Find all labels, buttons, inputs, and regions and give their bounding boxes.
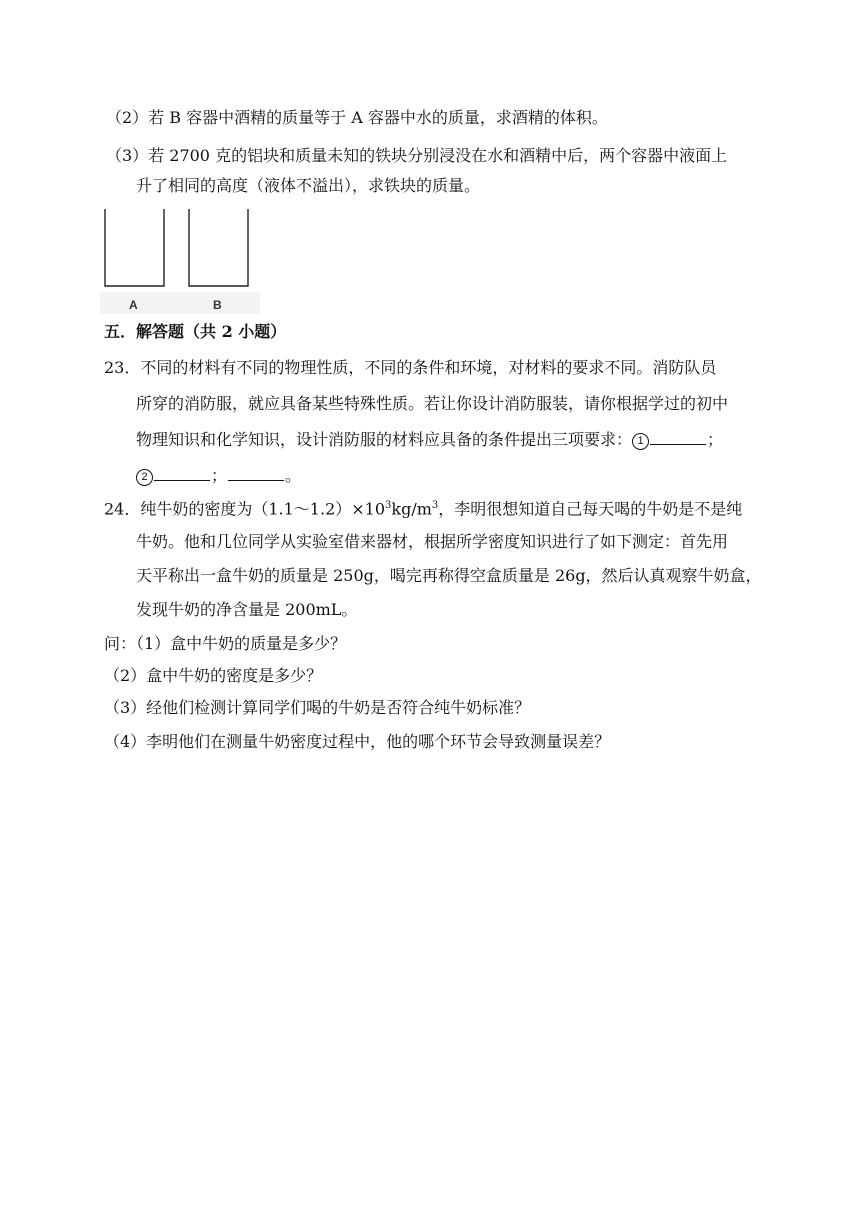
circle-number-2: 2 xyxy=(136,469,153,486)
q24-line2: 牛奶。他和几位同学从实验室借来器材，根据所学密度知识进行了如下测定：首先用 xyxy=(136,532,729,551)
sentence-end: 。 xyxy=(285,466,302,485)
superscript-unit: 3 xyxy=(431,500,439,511)
q24-line1-part-a: 24．纯牛奶的密度为（1.1～1.2）×10 xyxy=(104,499,386,519)
q23-line4 xyxy=(136,464,301,486)
superscript-exponent: 3 xyxy=(385,500,392,511)
q24-unit: kg/m xyxy=(391,499,432,519)
q23-line3-text: 物理知识和化学知识，设计消防服的材料应具备的条件提出三项要求： xyxy=(136,430,633,449)
separator-1: ； xyxy=(707,430,724,449)
q23-line1: 23．不同的材料有不同的物理性质，不同的条件和环境，对材料的要求不同。消防队员 xyxy=(104,358,717,377)
q22-part2: （2）若 B 容器中酒精的质量等于 A 容器中水的质量，求酒精的体积。 xyxy=(106,108,608,127)
section-heading: 五．解答题（共 2 小题） xyxy=(104,322,287,341)
container-a-label: A xyxy=(129,298,138,312)
containers-diagram xyxy=(100,206,260,314)
q24-ask4: （4）李明他们在测量牛奶密度过程中，他的哪个环节会导致测量误差？ xyxy=(104,732,611,751)
container-b-label: B xyxy=(213,298,222,312)
circle-number-1: 1 xyxy=(632,433,649,450)
q22-part3-line2: 升了相同的高度（液体不溢出），求铁块的质量。 xyxy=(136,176,481,195)
q24-ask2: （2）盒中牛奶的密度是多少？ xyxy=(104,666,323,685)
container-a xyxy=(105,209,164,286)
answer-blank-2[interactable] xyxy=(154,464,210,481)
container-b xyxy=(189,209,248,286)
q23-line3 xyxy=(136,428,723,450)
answer-blank-3[interactable] xyxy=(228,464,284,481)
answer-blank-1[interactable] xyxy=(650,428,706,445)
q24-line4: 发现牛奶的净含量是 200mL。 xyxy=(136,600,358,619)
q23-line2: 所穿的消防服，就应具备某些特殊性质。若让你设计消防服装，请你根据学过的初中 xyxy=(136,394,729,413)
containers-figure xyxy=(100,206,260,314)
q24-line1-part-c: ，李明很想知道自己每天喝的牛奶是不是纯 xyxy=(438,499,743,519)
q24-line1 xyxy=(104,496,742,519)
q24-ask3: （3）经他们检测计算同学们喝的牛奶是否符合纯牛奶标准？ xyxy=(104,698,531,717)
q22-part3-line1: （3）若 2700 克的铝块和质量未知的铁块分别浸没在水和酒精中后，两个容器中液面上 xyxy=(106,146,728,165)
q24-line3: 天平称出一盒牛奶的质量是 250g，喝完再称得空盒质量是 26g，然后认真观察牛奶盒， xyxy=(136,566,762,585)
separator-2: ； xyxy=(211,466,228,485)
q24-ask1: 问：（1）盒中牛奶的质量是多少？ xyxy=(104,634,347,653)
